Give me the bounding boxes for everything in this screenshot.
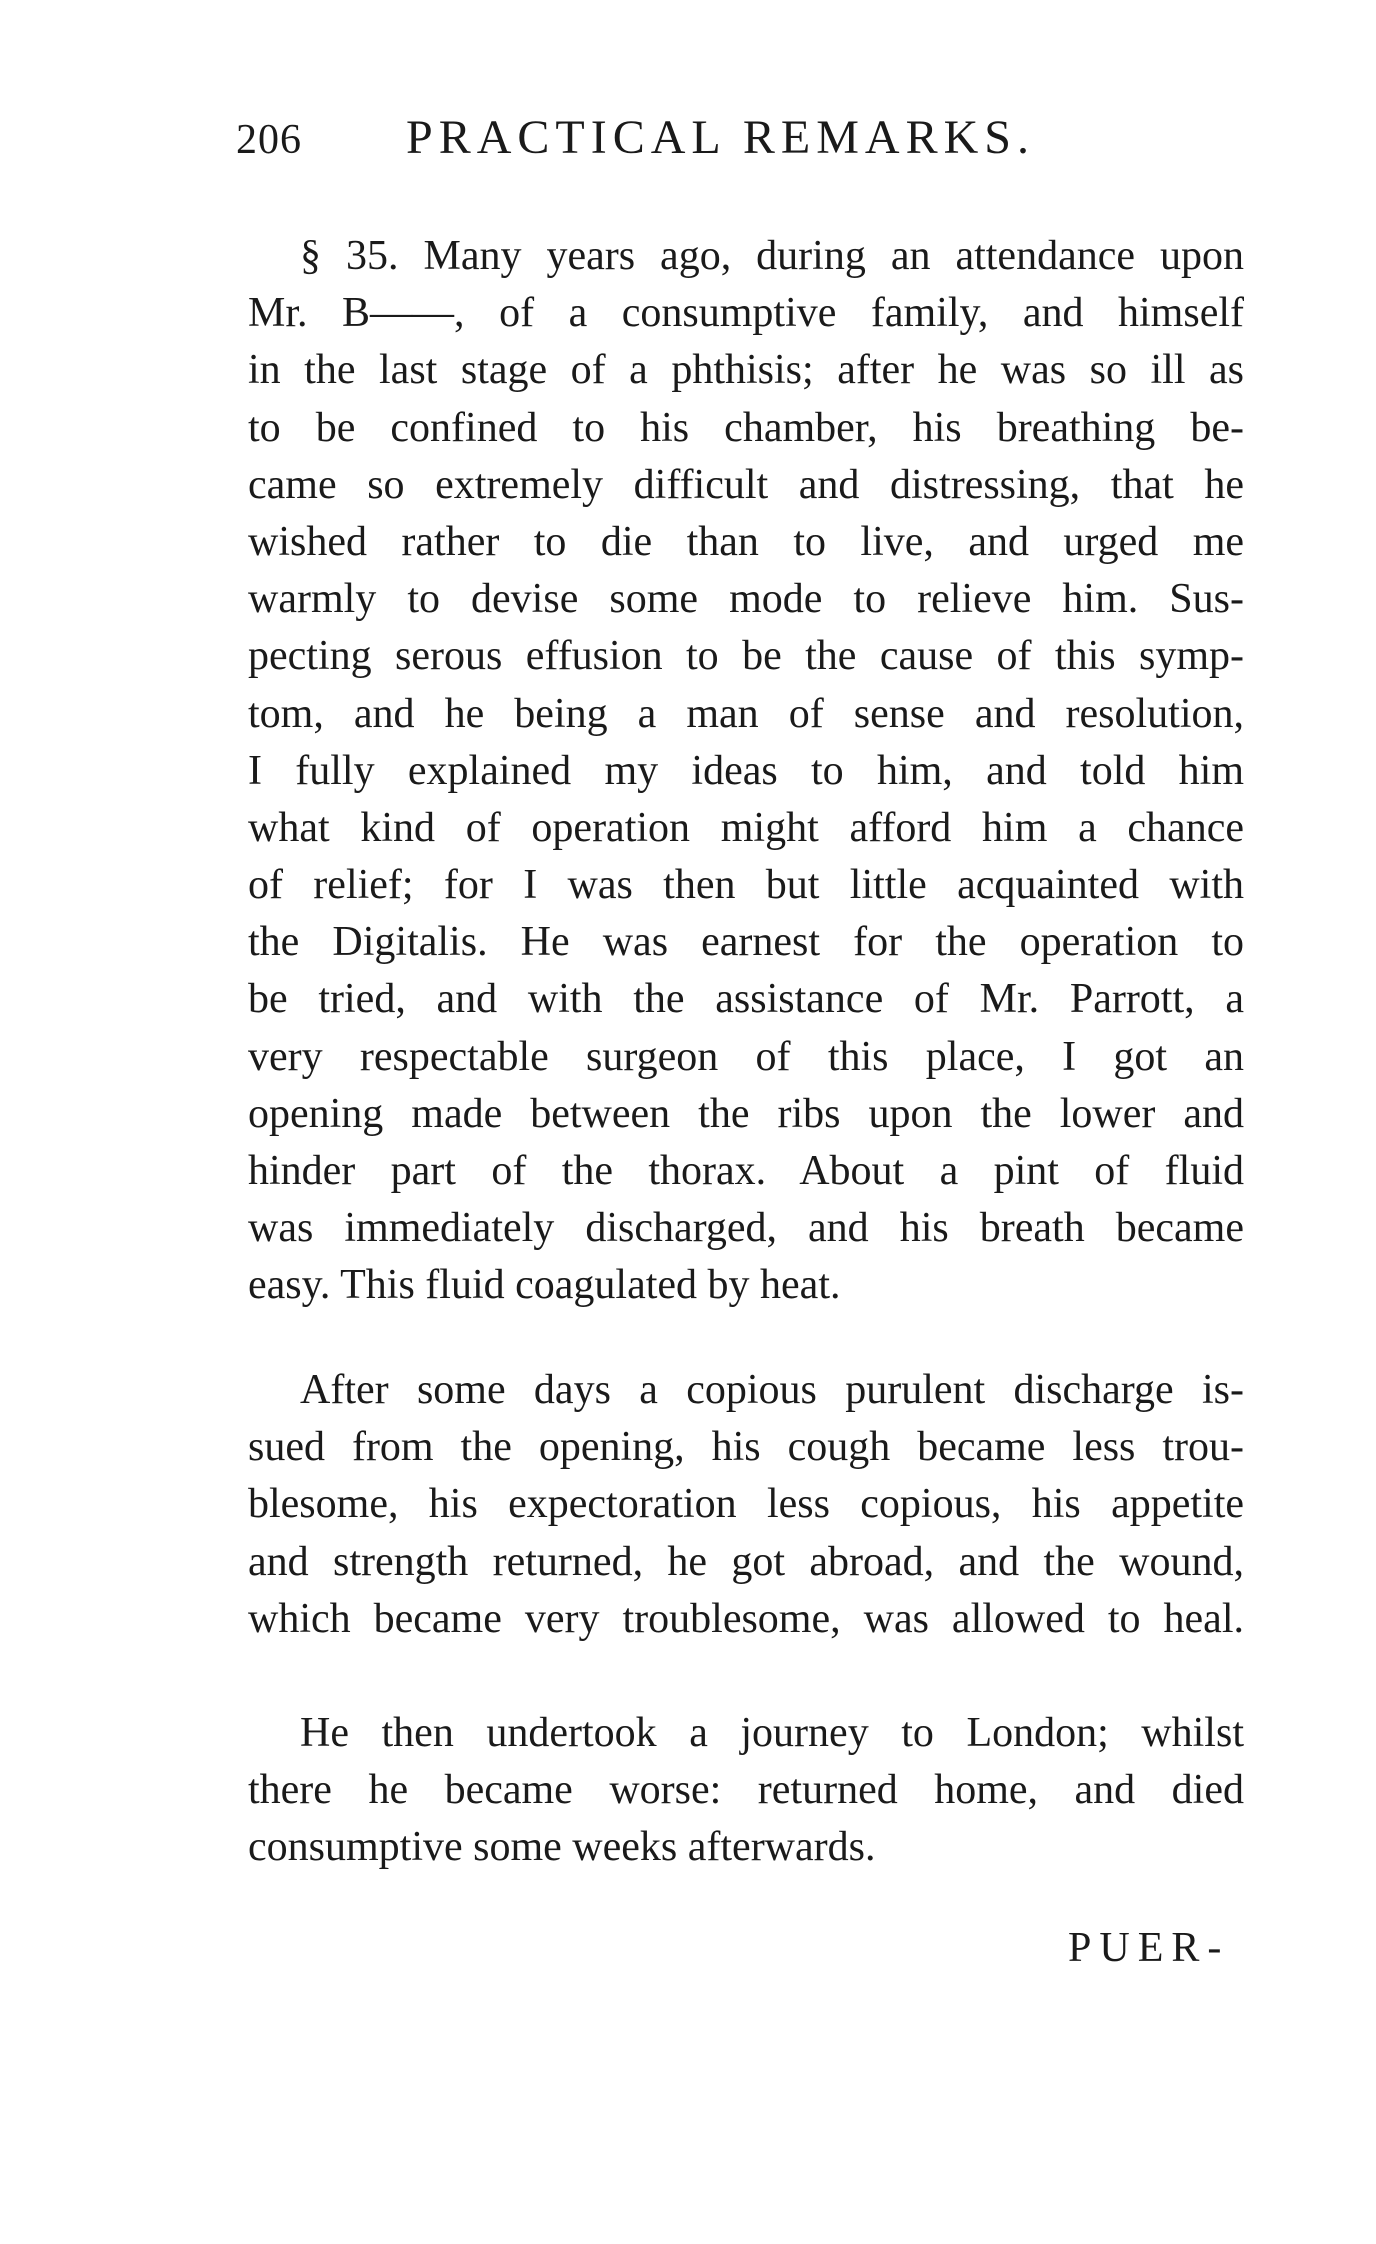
catchword: PUER- [1068,1925,1230,1971]
text-line: was immediately discharged, and his breath became [248,1205,1244,1252]
text-line: the Digitalis. He was earnest for the operation to [248,919,1244,966]
text-line: what kind of operation might afford him a chance [248,804,1244,851]
text-line: easy. This fluid coagulated by heat. [248,1262,841,1309]
paragraph-2 [248,1362,1244,1648]
text-line: sued from the opening, his cough became less trou- [248,1424,1244,1471]
page-number: 206 [236,117,302,163]
paragraph-3 [248,1705,1244,1877]
text-line: opening made between the ribs upon the lower and [248,1090,1244,1137]
page-header [236,108,1236,168]
text-line: consumptive some weeks afterwards. [248,1824,876,1871]
text-line: of relief; for I was then but little acquainted with [248,862,1244,909]
paragraph-1 [248,228,1244,1315]
text-line: came so extremely difficult and distressing, that he [248,461,1244,508]
text-line: which became very troublesome, was allowed to heal. [248,1595,1244,1642]
text-line: and strength returned, he got abroad, and the wound, [248,1538,1244,1585]
text-line: After some days a copious purulent discharge is- [300,1367,1244,1413]
text-line: tom, and he being a man of sense and resolution, [248,690,1244,737]
text-line: Mr. B——, of a consumptive family, and himself [248,290,1244,337]
text-line: to be confined to his chamber, his breathing be- [248,404,1244,451]
running-head: PRACTICAL REMARKS. [406,111,1035,164]
text-line: He then undertook a journey to London; whilst [300,1710,1244,1756]
text-line: in the last stage of a phthisis; after he was so ill as [248,347,1244,394]
text-line: warmly to devise some mode to relieve him. Sus- [248,576,1244,623]
text-line: be tried, and with the assistance of Mr. Parrott, a [248,976,1244,1023]
text-line: very respectable surgeon of this place, I got an [248,1033,1244,1080]
text-line: there he became worse: returned home, and died [248,1767,1244,1814]
text-line: blesome, his expectoration less copious, his appetite [248,1481,1244,1528]
text-line: hinder part of the thorax. About a pint of fluid [248,1148,1244,1194]
text-line: wished rather to die than to live, and urged me [248,518,1244,565]
text-line: I fully explained my ideas to him, and told him [248,747,1244,794]
text-line: pecting serous effusion to be the cause of this symp- [248,633,1244,680]
text-line: § 35. Many years ago, during an attendance upon [300,233,1244,279]
